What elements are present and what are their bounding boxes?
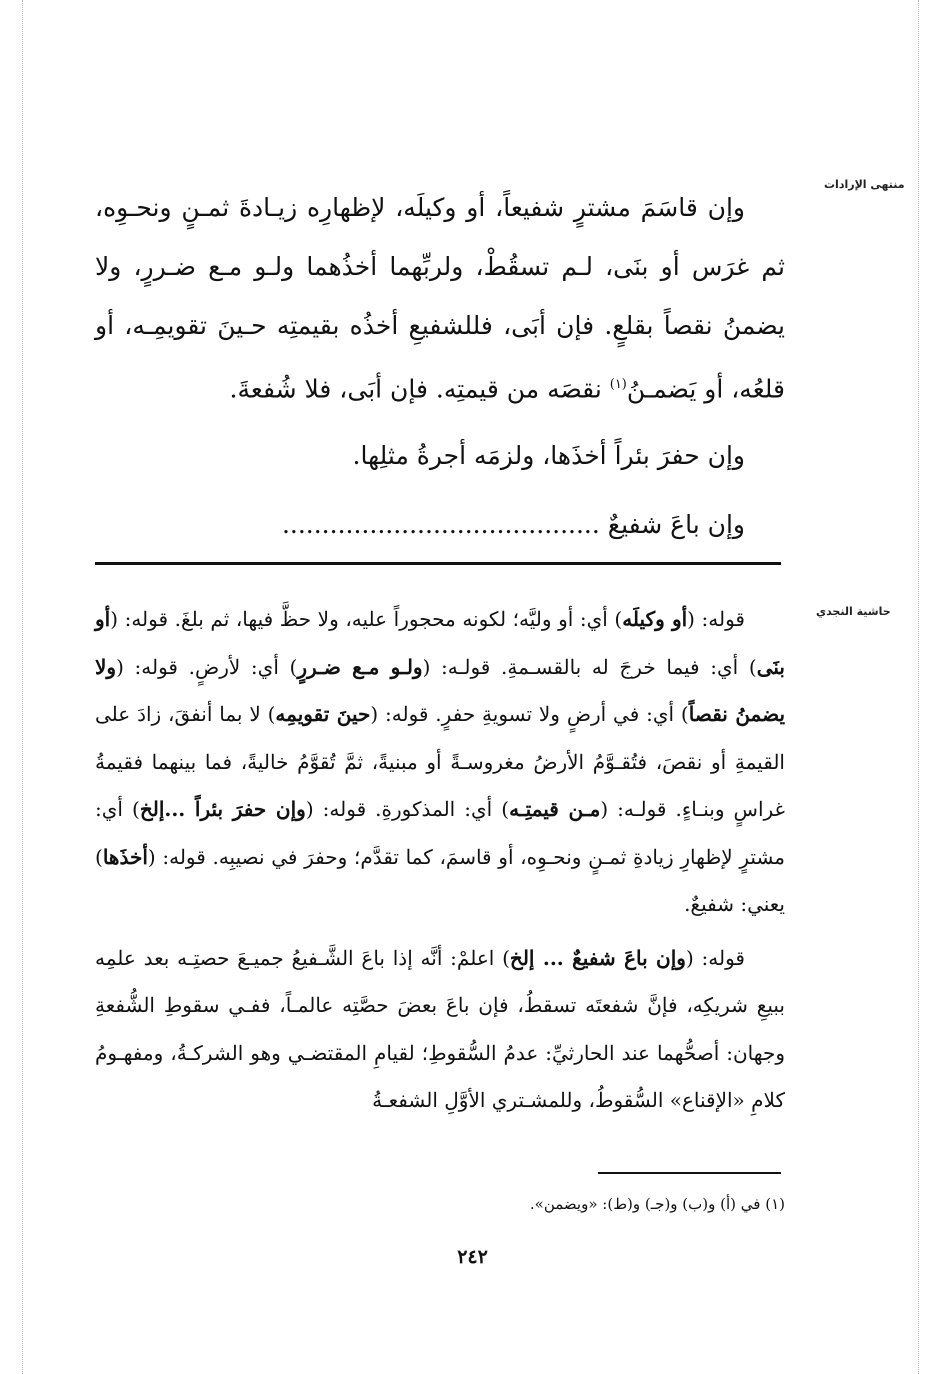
page-number: ٢٤٢ (457, 1246, 488, 1268)
commentary-text: ) اعلمْ: أنَّه إذا باعَ الشَّـفيعُ جميـعَ حصتِـه بعد علمِه ببيعِ شريكِه، فإنَّ شفعتَه تسقطُ، فإن باعَ بعضَ حصَّتِه عالمـاً، ففـي سقوطِ الشُّفعةِ وجهان: أصحُّهما عند الحارثيِّ: عدمُ السُّقوطِ؛ لقيامِ المقتضـي وهو الشركـةُ، ومفهـومُ كلامِ «الإقناع» السُّقوطُ، وللمشـتري الأوَّلِ الشفعـةُ (95, 945, 785, 1112)
commentary-text: ) أي: المذكورةِ. قوله: ( (305, 797, 510, 821)
quoted-phrase: أخذَها (102, 844, 148, 869)
commentary-text: ) أي: لأرضٍ. قوله: ( (116, 654, 298, 679)
quoted-phrase: وإن باعَ شفيعٌ ... إلخ (509, 945, 686, 970)
matn-section-label: منتهى الإرادات (824, 178, 905, 191)
scan-dotted-line-right (918, 0, 919, 1374)
quoted-phrase: حينَ تقويمِه (275, 702, 371, 726)
commentary-text: ) أي: في أرضٍ ولا تسويةِ حفرٍ. قوله: ( (370, 702, 689, 726)
section-divider (95, 562, 781, 565)
commentary-text: ) أي: أو وليَّه؛ لكونه محجوراً عليه، ولا حظَّ فيها، ثم بلغَ. قوله: ( (110, 607, 623, 631)
quoted-phrase: مـن قيمتِـه (509, 797, 601, 821)
footnote: (١) في (أ) و(ب) و(جـ) و(ط): «ويضمن». (529, 1195, 785, 1213)
footnote-reference[interactable]: (١) (609, 377, 627, 392)
matn-paragraph-3 (95, 495, 785, 554)
hashiya-paragraph-2 (95, 935, 785, 1125)
matn-paragraph-3-text: وإن باعَ شفيعٌ (607, 510, 745, 540)
quoted-phrase: ولا يضمنُ نقصاً (95, 654, 786, 726)
commentary-text: ) يعني: شفيعٌ. (95, 844, 785, 916)
quoted-phrase: أو بنَى (95, 607, 785, 679)
matn-text (95, 178, 785, 554)
matn-continuation-dots: ........................................ (281, 510, 608, 540)
hashiya-paragraph-1 (95, 596, 785, 929)
scan-dotted-line-left (22, 0, 23, 1374)
hashiya-section-label: حاشية النجدي (816, 605, 891, 618)
matn-paragraph-1 (95, 178, 785, 418)
quoted-phrase: أو وكيلَه (622, 607, 688, 631)
quoted-phrase: ولـو مـع ضـررٍ (297, 654, 423, 679)
matn-paragraph-2: وإن حفرَ بئراً أخذَها، ولزمَه أجرةُ مثلِها. (352, 441, 745, 471)
hashiya-text (95, 596, 785, 1125)
matn-paragraph-1-end: نقصَه من قيمتِه. فإن أبَى، فلا شُفعةَ. (229, 374, 610, 404)
quoted-phrase: وإن حفرَ بئراً ...إلخ (139, 797, 306, 821)
footnote-divider (598, 1172, 781, 1174)
commentary-text: ) أي: فيما خرجَ له بالقسـمةِ. قولـه: ( (422, 654, 757, 679)
commentary-text: قوله: ( (687, 607, 745, 631)
commentary-text: ) أي: مشترٍ لإظهارِ زيادةِ ثمـنٍ ونحـوِه، أو قاسمَ، كما تقدَّم؛ وحفرَ في نصيبِه. قوله: ( (95, 797, 785, 869)
matn-paragraph-1-text: وإن قاسَمَ مشترٍ شفيعاً، أو وكيلَه، لإظهارِه زيـادةَ ثمـنٍ ونحـوِه، ثم غرَس أو بنَى، لـم تسقُطْ، ولربِّهما أخذُهما ولـو مـع ضـررٍ، ولا يضمنُ نقصاً بقلعٍ. فإن أبَى، فللشفيعِ أخذُه بقيمتِه حـينَ تقويمِـه، أو قلعُه، أو يَضمـنُ (95, 193, 785, 404)
commentary-text: قوله: ( (685, 945, 745, 970)
commentary-text: ) لا بما أنفقَ، زادَ على القيمةِ أو نقصَ، فتُقـوَّمُ الأرضُ مغروسـةً أو مبنيةً، ثمَّ تُقوَّمُ خاليةً، فما بينهما فقيمةُ غراسٍ وبنـاءٍ. قولـه: ( (95, 702, 785, 821)
